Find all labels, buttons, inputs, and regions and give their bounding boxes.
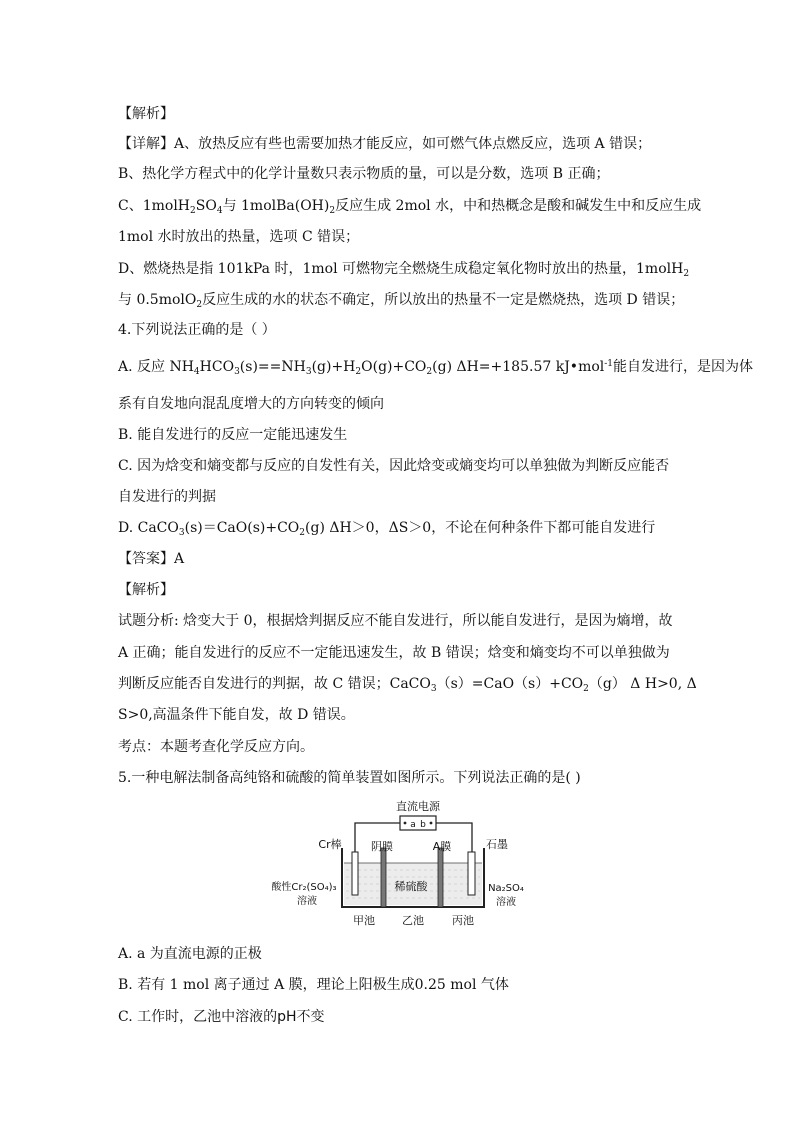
power-supply-label: 直流电源 <box>396 800 440 813</box>
q5-option-b: B. 若有 1 mol 离子通过 A 膜，理论上阳极生成0.25 mol 气体 <box>118 977 509 993</box>
q4-option-c-line2: 自发进行的判据 <box>118 489 216 505</box>
terminal-a-dot <box>404 822 407 825</box>
q4-analysis-line4: S>0,高温条件下能自发，故 D 错误。 <box>118 707 355 723</box>
cathode-membrane-label: 阴膜 <box>371 840 393 853</box>
q4-kaodian: 考点：本题考查化学反应方向。 <box>118 739 314 755</box>
q4-option-a-line2: 系有自发地向混乱度增大的方向转变的倾向 <box>118 396 384 412</box>
detail-a-text: A、放热反应有些也需要加热才能反应，如可燃气体点燃反应，选项 A 错误； <box>174 136 652 152</box>
q4-option-c-line1: C. 因为焓变和熵变都与反应的自发性有关，因此焓变或熵变均可以单独做为判断反应能否 <box>118 458 670 474</box>
q5-option-c: C. 工作时，乙池中溶液的pH不变 <box>118 1009 325 1025</box>
detail-option-a <box>118 134 651 154</box>
right-solution-label-line1: Na₂SO₄ <box>488 883 524 894</box>
cell-bing-label: 丙池 <box>452 914 474 927</box>
detail-tag: 【详解】 <box>118 136 174 152</box>
terminal-b-dot <box>430 822 433 825</box>
detail-option-d-line1: D、燃烧热是指 101kPa 时，1mol 可燃物完全燃烧生成稳定氧化物时放出的热量，1molH$_2$ <box>118 261 690 279</box>
q4-analysis-heading: 【解析】 <box>118 582 174 598</box>
q4-answer: 【答案】A <box>118 551 185 567</box>
q4-analysis-line1: 试题分析: 焓变大于 0，根据焓判据反应不能自发进行，所以能自发进行，是因为熵增，故 <box>118 613 673 629</box>
cr-rod-label: Cr棒 <box>318 838 342 851</box>
graphite-electrode <box>468 852 475 895</box>
a-membrane <box>438 848 443 907</box>
detail-option-d-line2: 与 0.5molO$_2$反应生成的水的状态不确定，所以放出的热量不一定是燃烧热，选项 D 错误； <box>118 292 685 310</box>
cell-jia-label: 甲池 <box>353 914 375 927</box>
cr-rod-electrode <box>352 852 358 895</box>
detail-option-c-line1: C、$1molH_2SO_4$与 $1molBa(OH)_2$反应生成 2mol 水，中和热概念是酸和碱发生中和反应生成 <box>118 198 702 216</box>
graphite-label: 石墨 <box>486 838 508 851</box>
analysis-heading: 【解析】 <box>118 106 174 122</box>
right-solution-label-line2: 溶液 <box>496 897 516 908</box>
q5-option-a: A. a 为直流电源的正极 <box>118 946 262 962</box>
cell-yi-label: 乙池 <box>402 914 424 927</box>
cathode-membrane <box>381 848 386 907</box>
q4-analysis-line3: 判断反应能否自发进行的判据，故 C 错误；$CaCO_3(s)=CaO(s)+CO_2(g)$ Δ H>0, Δ <box>118 676 697 694</box>
q4-analysis-line2: A 正确；能自发进行的反应不一定能迅速发生，故 B 错误；焓变和熵变均不可以单独做为 <box>118 645 670 661</box>
question-4-title: 4.下列说法正确的是（ ） <box>118 322 276 338</box>
q4-option-d: D. $CaCO_3(s)=CaO(s)+CO_2(g)$ ΔH＞0，ΔS＞0，不论在何种条件下都可能自发进行 <box>118 520 656 538</box>
detail-option-b: B、热化学方程式中的化学计量数只表示物质的量，可以是分数，选项 B 正确； <box>118 166 610 182</box>
middle-solution-label: 稀硫酸 <box>394 880 428 893</box>
question-5-title: 5.一种电解法制备高纯铬和硫酸的简单装置如图所示。下列说法正确的是( ) <box>118 770 581 786</box>
electrolysis-apparatus-diagram <box>268 798 530 934</box>
left-solution-label-line1: 酸性Cr₂(SO₄)₃ <box>271 882 337 893</box>
terminal-a-label: a <box>410 820 416 830</box>
left-solution-label-line2: 溶液 <box>297 896 317 907</box>
terminal-b-label: b <box>420 820 426 830</box>
detail-option-c-line2: 1mol 水时放出的热量，选项 C 错误； <box>118 229 360 245</box>
q4-option-b: B. 能自发进行的反应一定能迅速发生 <box>118 427 348 443</box>
a-membrane-label: A膜 <box>432 840 452 853</box>
q4-option-a-line1: A. 反应 $NH_4HCO_3(s)==NH_3(g)+H_2O(g)+CO_2(g)$ ΔH=+185.57 kJ•mol$^{-1}$能自发进行，是因为体 <box>118 359 754 377</box>
